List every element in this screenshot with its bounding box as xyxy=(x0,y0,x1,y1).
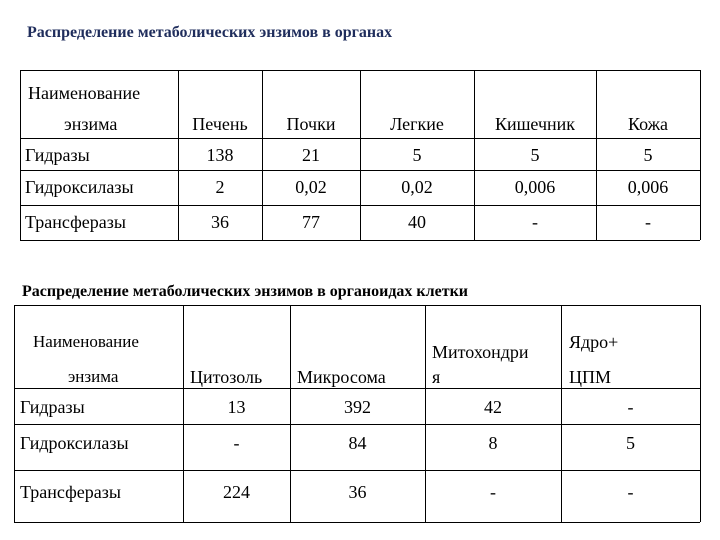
table2-cell: 392 xyxy=(344,397,371,417)
table2-cell: - xyxy=(627,397,634,417)
table2-header-col-line2: ЦПМ xyxy=(569,367,612,387)
table2-cell: 84 xyxy=(348,433,367,453)
table2-header-col-line1: Ядро+ xyxy=(569,332,619,352)
table1-header-name-line1: Наименование xyxy=(28,83,141,103)
table1-cell: 36 xyxy=(211,212,229,232)
table1-header-col: Кожа xyxy=(627,114,669,134)
table1-cell: 0,006 xyxy=(627,177,669,197)
table1-cell: 40 xyxy=(408,212,426,232)
table1-row-name: Гидразы xyxy=(25,145,90,165)
table2-cell: - xyxy=(627,482,634,502)
table2-cell: 36 xyxy=(348,482,367,502)
table1-header-col: Печень xyxy=(192,114,248,134)
table2-header-col: Микросома xyxy=(297,367,386,387)
table2-header-name-line1: Наименование xyxy=(33,332,139,351)
table1-header-name-line2: энзима xyxy=(64,114,118,134)
table2-header-col-line1: Митохондри xyxy=(432,342,529,362)
table2-header-col-line2: я xyxy=(432,367,441,387)
table1-title: Распределение метаболических энзимов в органах xyxy=(27,24,393,41)
table2-cell: 42 xyxy=(484,397,502,417)
table2-cell: - xyxy=(490,482,496,502)
table1-cell: 21 xyxy=(302,145,320,165)
table1-cell: 77 xyxy=(302,212,320,232)
table1-cell: 0,02 xyxy=(295,177,327,197)
table2-row-name: Трансферазы xyxy=(20,482,121,502)
table2-cell: 5 xyxy=(626,433,635,453)
table1-header-col: Легкие xyxy=(390,114,444,134)
table1-cell: 5 xyxy=(530,145,540,165)
table1-cell: - xyxy=(532,212,538,232)
table2-cell: 13 xyxy=(227,397,246,417)
table1-cell: 0,006 xyxy=(514,177,556,197)
table2-header-col: Цитозоль xyxy=(190,367,263,387)
table1-cell: 5 xyxy=(643,145,653,165)
table2-title: Распределение метаболических энзимов в органоидах клетки xyxy=(22,283,469,300)
table1-header-col: Почки xyxy=(286,114,336,134)
table2-cell: - xyxy=(233,433,240,453)
table2-row-name: Гидразы xyxy=(20,397,85,417)
table1-cell: 138 xyxy=(206,145,234,165)
table1-cell: - xyxy=(645,212,651,232)
table2-cell: 8 xyxy=(488,433,498,453)
table1-cell: 5 xyxy=(412,145,422,165)
table1-row-name: Трансферазы xyxy=(25,212,126,232)
table1-row-name: Гидроксилазы xyxy=(25,177,134,197)
table2-header-name-line2: энзима xyxy=(68,367,119,386)
table1-cell: 2 xyxy=(215,177,225,197)
table2-row-name: Гидроксилазы xyxy=(20,433,129,453)
table1-header-col: Кишечник xyxy=(494,114,576,134)
table1-cell: 0,02 xyxy=(401,177,433,197)
table2-cell: 224 xyxy=(223,482,250,502)
